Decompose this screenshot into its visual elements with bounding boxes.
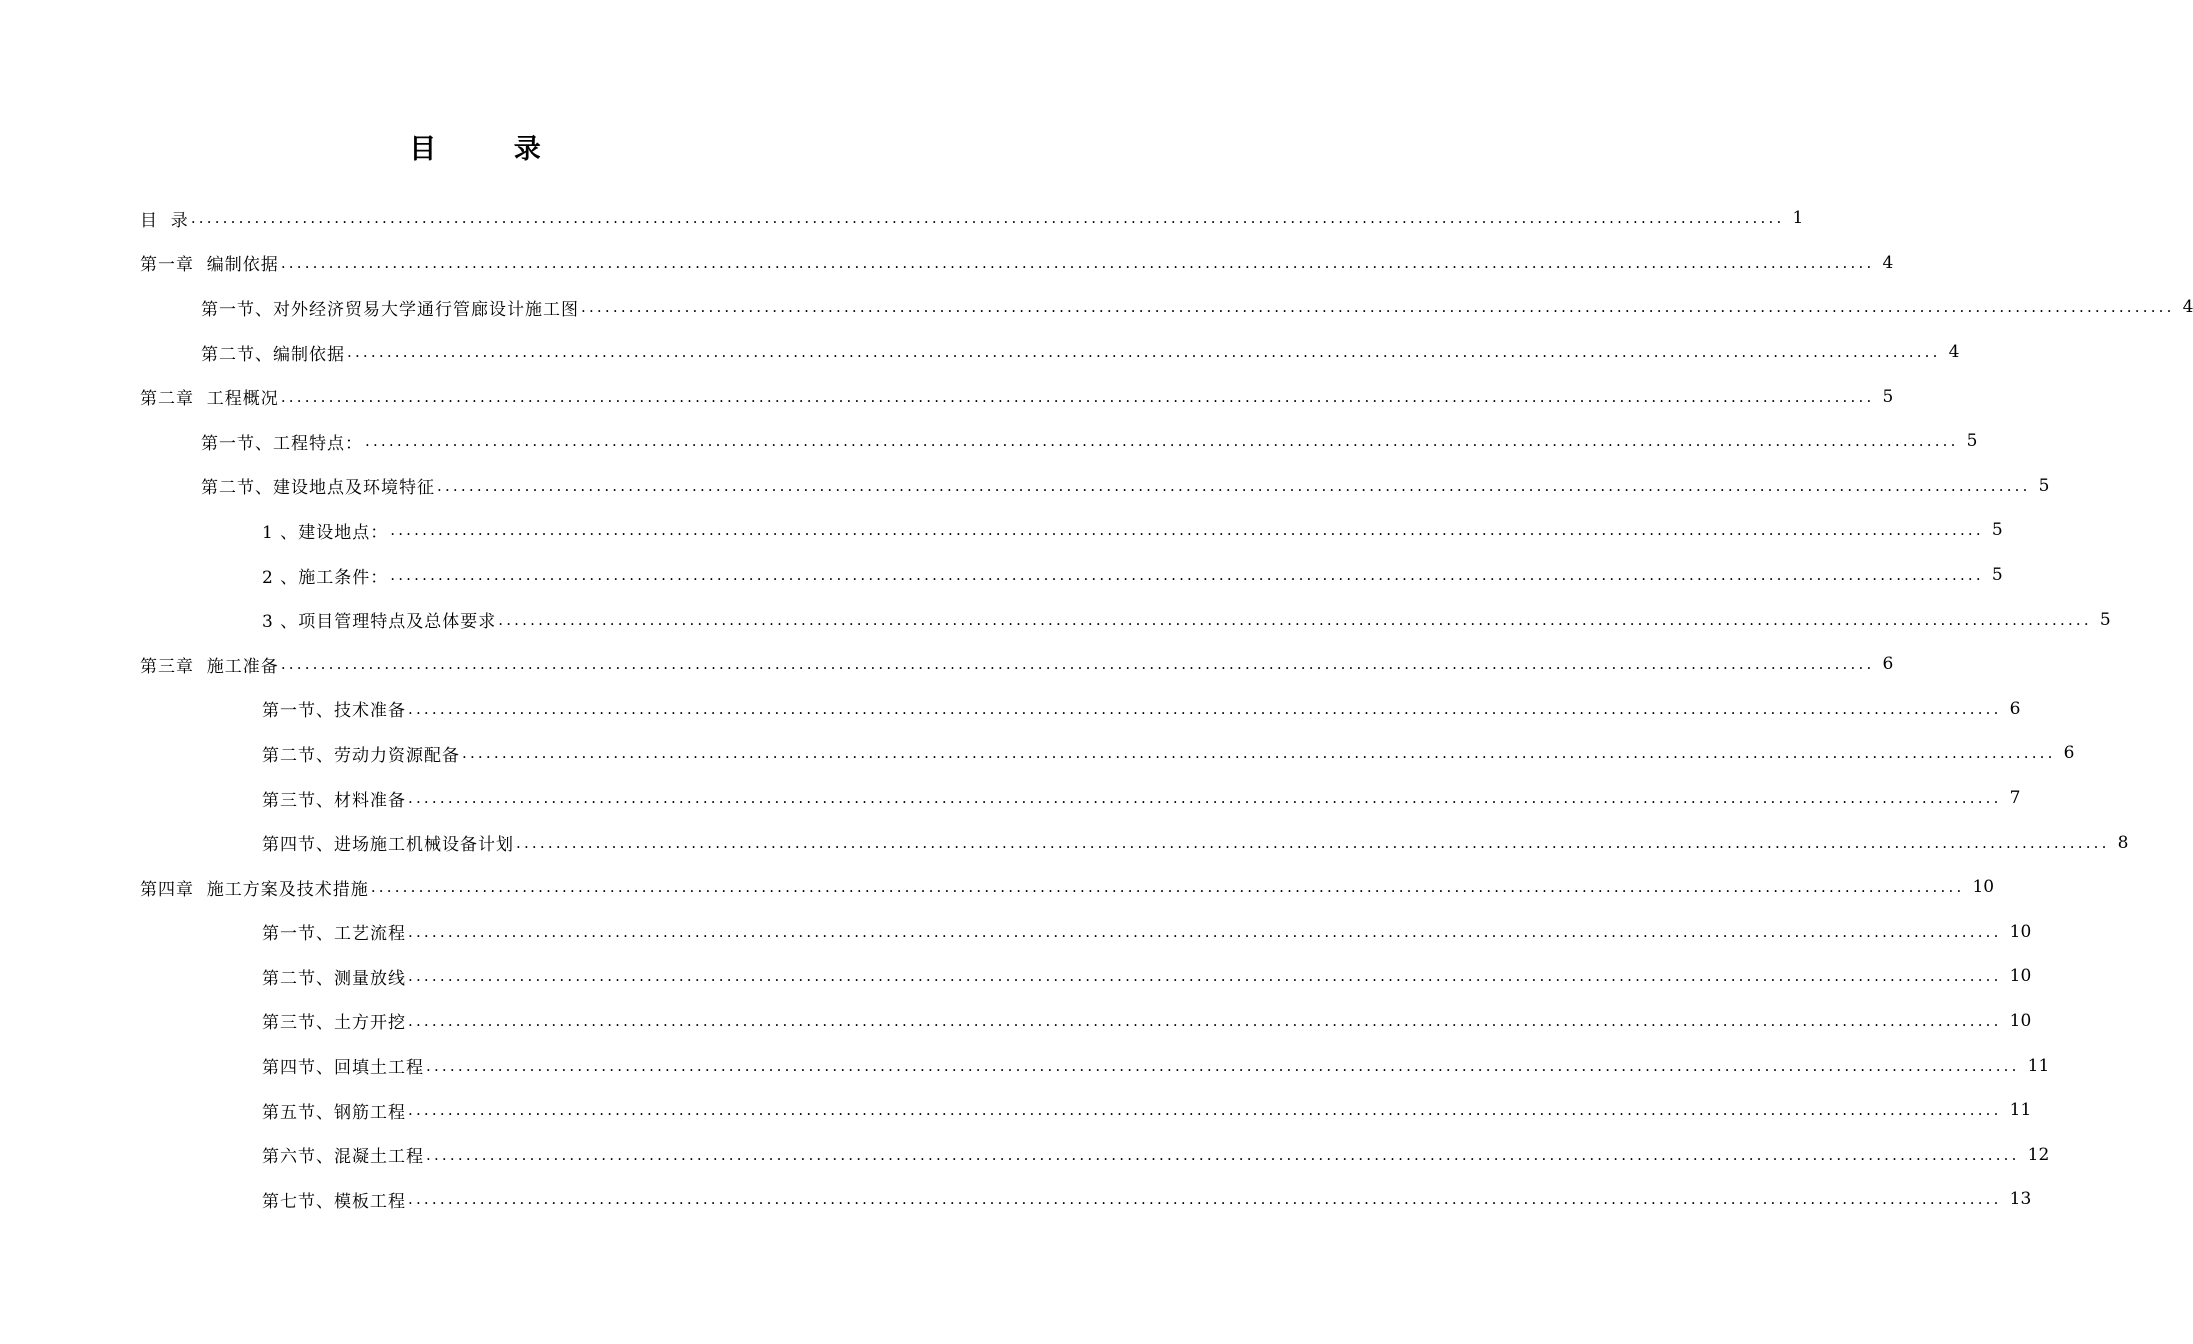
toc-entry-page: 11	[2027, 1055, 2050, 1076]
toc-entry-page: 1	[1792, 208, 1804, 229]
toc-entry-label: 第四节、回填土工程	[262, 1053, 426, 1078]
toc-entry-label: 1 、建设地点：	[262, 518, 390, 543]
dot-leader: ........................................................................................................................................................................................................	[516, 833, 2110, 852]
toc-entry[interactable]	[0, 865, 1995, 910]
toc-entry-page: 4	[1948, 342, 1960, 363]
toc-entry[interactable]	[0, 1088, 2032, 1133]
toc-entry[interactable]	[0, 999, 2032, 1044]
table-of-contents	[0, 196, 2193, 1222]
toc-entry-label: 第七节、模板工程	[262, 1187, 408, 1212]
toc-entry[interactable]	[0, 374, 1894, 419]
toc-entry-page: 5	[1966, 431, 1978, 452]
toc-entry-page: 4	[1882, 252, 1894, 273]
dot-leader: ........................................................................................................................................................................................................	[408, 789, 2002, 808]
dot-leader: ........................................................................................................................................................................................................	[370, 878, 1965, 897]
dot-leader: ........................................................................................................................................................................................................	[408, 967, 2002, 986]
dot-leader: ........................................................................................................................................................................................................	[581, 298, 2175, 317]
dot-leader: ........................................................................................................................................................................................................	[280, 655, 1875, 674]
toc-entry[interactable]	[0, 597, 2111, 642]
toc-entry-page: 6	[2009, 698, 2021, 719]
toc-entry-page: 5	[2099, 609, 2111, 630]
toc-entry-page: 6	[1882, 654, 1894, 675]
toc-entry[interactable]	[0, 1043, 2050, 1088]
toc-entry[interactable]	[0, 731, 2075, 776]
dot-leader: ........................................................................................................................................................................................................	[426, 1056, 2020, 1075]
toc-entry-label: 第二章 工程概况	[140, 384, 281, 409]
toc-entry[interactable]	[0, 642, 1894, 687]
toc-entry-label: 第二节、编制依据	[201, 340, 347, 365]
toc-entry-label: 第二节、测量放线	[262, 964, 408, 989]
toc-entry-label: 第一节、工程特点：	[201, 429, 365, 454]
dot-leader: ........................................................................................................................................................................................................	[426, 1145, 2020, 1164]
toc-entry[interactable]	[0, 241, 1894, 286]
dot-leader: ........................................................................................................................................................................................................	[280, 253, 1875, 272]
toc-entry-label: 第四节、进场施工机械设备计划	[262, 830, 516, 855]
dot-leader: ........................................................................................................................................................................................................	[390, 566, 1984, 585]
toc-entry-label: 2 、施工条件：	[262, 563, 390, 588]
toc-entry[interactable]	[0, 285, 2193, 330]
dot-leader: ........................................................................................................................................................................................................	[390, 521, 1984, 540]
toc-entry[interactable]	[0, 820, 2129, 865]
toc-entry-page: 7	[2009, 788, 2021, 809]
toc-entry-page: 10	[2009, 921, 2032, 942]
toc-entry-label: 第三章 施工准备	[140, 652, 281, 677]
dot-leader: ........................................................................................................................................................................................................	[190, 209, 1785, 228]
toc-entry-label: 第一章 编制依据	[140, 250, 281, 275]
toc-entry-page: 11	[2009, 1100, 2032, 1121]
toc-entry[interactable]	[0, 553, 2003, 598]
toc-entry-page: 13	[2009, 1189, 2032, 1210]
dot-leader: ........................................................................................................................................................................................................	[347, 343, 1941, 362]
dot-leader: ........................................................................................................................................................................................................	[408, 699, 2002, 718]
dot-leader: ........................................................................................................................................................................................................	[437, 476, 2031, 495]
toc-entry-page: 5	[1991, 520, 2003, 541]
toc-entry-page: 10	[1972, 877, 1995, 898]
dot-leader: ........................................................................................................................................................................................................	[408, 1190, 2002, 1209]
toc-entry-label: 第五节、钢筋工程	[262, 1098, 408, 1123]
toc-entry[interactable]	[0, 330, 1960, 375]
toc-entry[interactable]	[0, 910, 2032, 955]
toc-entry-label: 第六节、混凝土工程	[262, 1142, 426, 1167]
toc-entry-label: 第一节、对外经济贸易大学通行管廊设计施工图	[201, 295, 581, 320]
toc-entry-label: 第二节、劳动力资源配备	[262, 741, 462, 766]
toc-entry-label: 第一节、工艺流程	[262, 919, 408, 944]
page-title: 目 录	[409, 134, 575, 165]
toc-entry[interactable]	[0, 508, 2003, 553]
toc-entry-page: 6	[2063, 743, 2075, 764]
dot-leader: ........................................................................................................................................................................................................	[498, 610, 2092, 629]
toc-entry-page: 5	[1882, 386, 1894, 407]
toc-entry-label: 第一节、技术准备	[262, 696, 408, 721]
dot-leader: ........................................................................................................................................................................................................	[365, 432, 1959, 451]
dot-leader: ........................................................................................................................................................................................................	[408, 1101, 2002, 1120]
toc-entry-page: 5	[2038, 475, 2050, 496]
toc-entry[interactable]	[0, 464, 2050, 509]
toc-entry[interactable]	[0, 776, 2021, 821]
toc-entry-page: 4	[2182, 297, 2193, 318]
toc-entry[interactable]	[0, 196, 1804, 241]
toc-entry[interactable]	[0, 419, 1978, 464]
toc-entry-page: 10	[2009, 1010, 2032, 1031]
toc-entry-label: 目 录	[140, 206, 191, 231]
toc-entry-label: 第四章 施工方案及技术措施	[140, 875, 371, 900]
dot-leader: ........................................................................................................................................................................................................	[408, 922, 2002, 941]
dot-leader: ........................................................................................................................................................................................................	[408, 1011, 2002, 1030]
toc-entry[interactable]	[0, 1132, 2050, 1177]
dot-leader: ........................................................................................................................................................................................................	[280, 387, 1875, 406]
toc-entry[interactable]	[0, 954, 2032, 999]
toc-entry-label: 第二节、建设地点及环境特征	[201, 473, 437, 498]
toc-entry-label: 第三节、材料准备	[262, 786, 408, 811]
toc-entry-label: 3 、项目管理特点及总体要求	[262, 607, 498, 632]
toc-entry[interactable]	[0, 1177, 2032, 1222]
dot-leader: ........................................................................................................................................................................................................	[462, 744, 2056, 763]
toc-entry-page: 8	[2117, 832, 2129, 853]
toc-entry-page: 10	[2009, 966, 2032, 987]
toc-entry[interactable]	[0, 687, 2021, 732]
toc-entry-label: 第三节、土方开挖	[262, 1008, 408, 1033]
toc-entry-page: 5	[1991, 565, 2003, 586]
toc-entry-page: 12	[2027, 1144, 2050, 1165]
